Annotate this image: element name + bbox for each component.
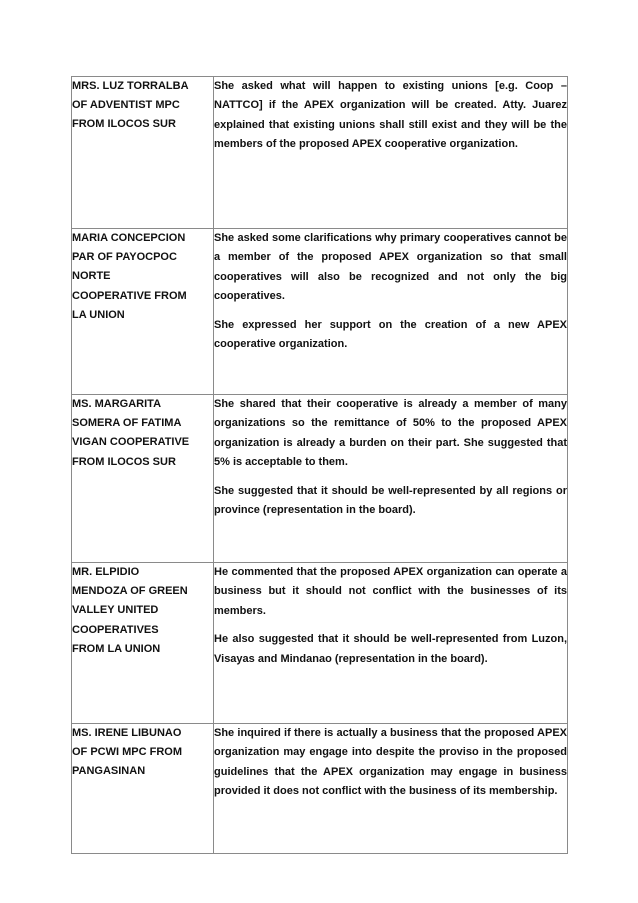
speaker-name-line: LA UNION <box>72 308 125 321</box>
table-row <box>72 77 568 229</box>
speaker-name-line: NORTE <box>72 270 111 283</box>
remark-paragraph: He also suggested that it should be well-represented from Luzon, Visayas and Mindanao (representation in the board). <box>214 633 567 665</box>
speaker-name-line: COOPERATIVES <box>72 623 159 636</box>
remark-paragraph: She suggested that it should be well-represented by all regions or province (representation in the board). <box>214 484 567 517</box>
speaker-name-line: MS. MARGARITA <box>72 398 162 410</box>
speaker-name-line: VIGAN COOPERATIVE <box>72 436 190 449</box>
speaker-cell <box>72 77 214 229</box>
speaker-name-line: OF PCWI MPC FROM <box>72 746 182 759</box>
speaker-cell <box>72 395 214 563</box>
speaker-name-line: MARIA CONCEPCION <box>72 232 186 244</box>
remark-paragraph: He commented that the proposed APEX organization can operate a business but it should not conflict with the businesses of its members. <box>214 566 567 617</box>
speaker-name-line: FROM LA UNION <box>72 642 161 655</box>
speaker-cell <box>72 229 214 395</box>
remark-paragraph: She asked some clarifications why primary cooperatives cannot be a member of the proposed APEX organization so that small cooperatives will also be recognized and not only the big cooperatives. <box>214 232 567 303</box>
speaker-cell <box>72 724 214 854</box>
speaker-name-line: MENDOZA OF GREEN <box>72 585 188 598</box>
speaker-name-line: FROM ILOCOS SUR <box>72 118 176 131</box>
table-row <box>72 724 568 854</box>
table-row <box>72 563 568 724</box>
speaker-name-line: PANGASINAN <box>72 765 146 778</box>
speaker-name-line: FROM ILOCOS SUR <box>72 455 176 468</box>
speaker-name-line: OF ADVENTIST MPC <box>72 99 180 112</box>
speaker-cell <box>72 563 214 724</box>
remarks-cell <box>214 229 568 395</box>
table-row <box>72 229 568 395</box>
minutes-table <box>71 76 568 854</box>
speaker-name-line: MS. IRENE LIBUNAO <box>72 727 182 739</box>
remarks-cell <box>214 724 568 854</box>
speaker-name-line: MRS. LUZ TORRALBA <box>72 80 189 92</box>
speaker-name-line: COOPERATIVE FROM <box>72 289 187 302</box>
speaker-name-line: PAR OF PAYOCPOC <box>72 251 177 264</box>
remark-paragraph: She asked what will happen to existing unions [e.g. Coop – NATTCO] if the APEX organization will be created. Atty. Juarez explained that existing unions shall still exist and they will be the members of the proposed APEX cooperative organization. <box>214 80 567 151</box>
remarks-cell <box>214 395 568 563</box>
remarks-cell <box>214 77 568 229</box>
remark-paragraph: She shared that their cooperative is already a member of many organizations so the remittance of 50% to the proposed APEX organization is already a burden on their part. She suggested that 5% is acceptable to them. <box>214 398 567 469</box>
speaker-name-line: MR. ELPIDIO <box>72 566 140 578</box>
remarks-cell <box>214 563 568 724</box>
speaker-name-line: SOMERA OF FATIMA <box>72 417 182 430</box>
remark-paragraph: She inquired if there is actually a business that the proposed APEX organization may engage into despite the proviso in the proposed guidelines that the APEX organization may engage in business provided it does not conflict with the business of its membership. <box>214 727 567 798</box>
table-row <box>72 395 568 563</box>
speaker-name-line: VALLEY UNITED <box>72 604 159 617</box>
remark-paragraph: She expressed her support on the creation of a new APEX cooperative organization. <box>214 318 567 351</box>
